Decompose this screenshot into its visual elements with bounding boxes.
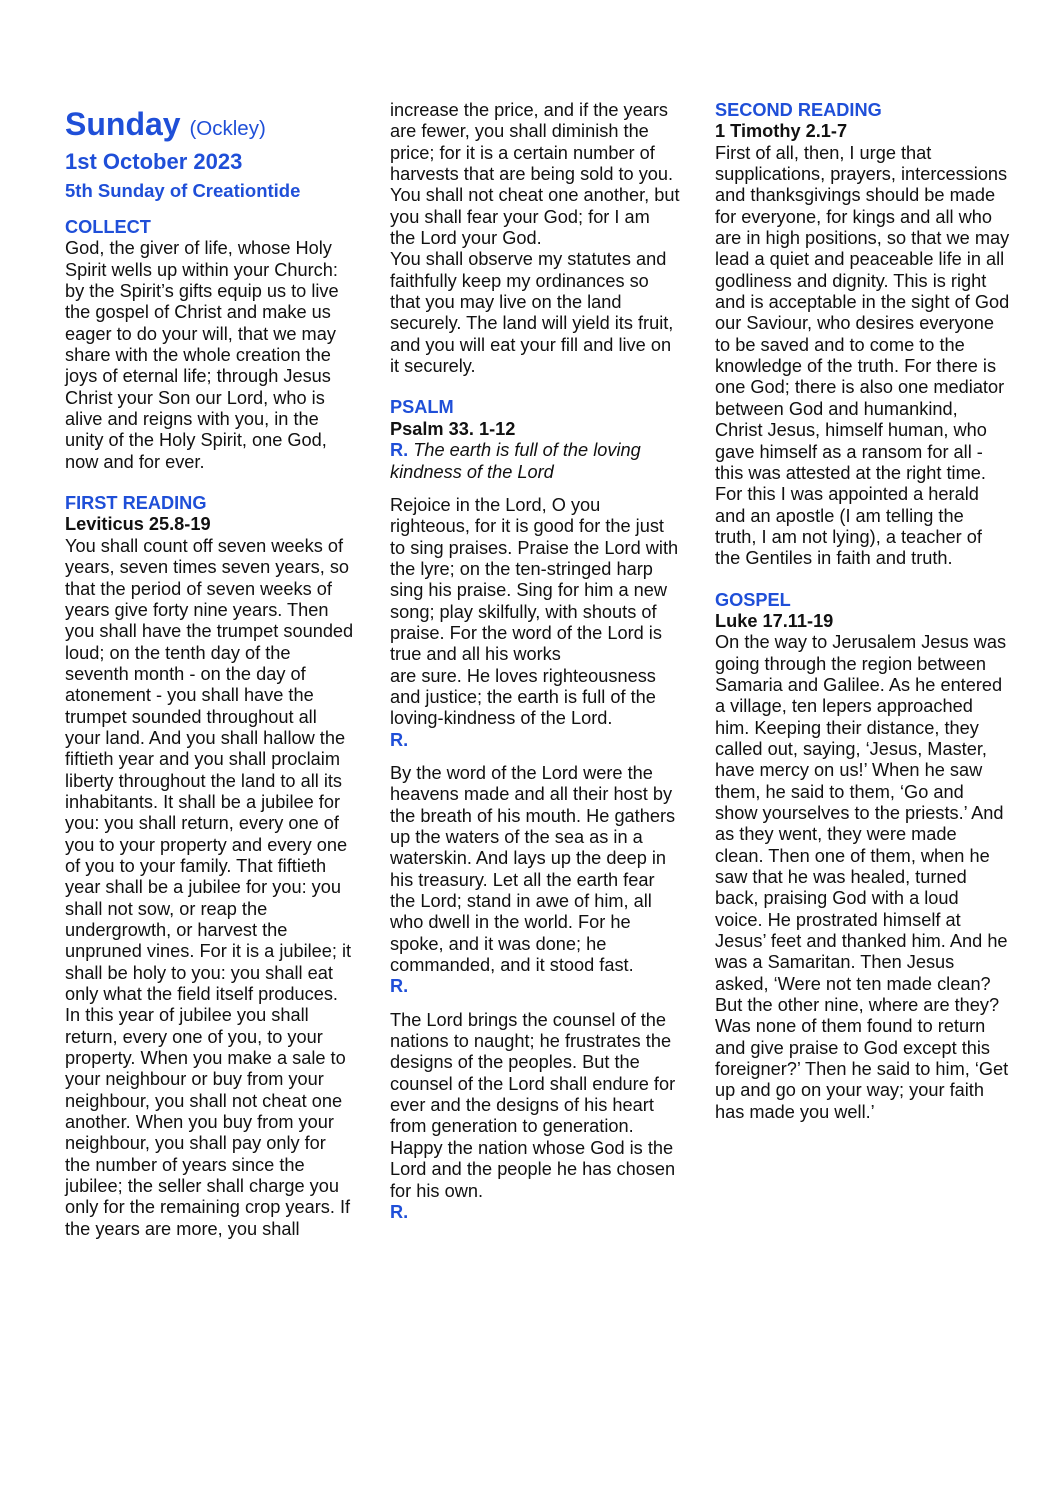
title-day: Sunday	[65, 106, 181, 142]
second-reading-reference: 1 Timothy 2.1-7	[715, 121, 848, 142]
psalm-verse-1: Rejoice in the Lord, O you righteous, for it is good for the just to sing praises. Praise the Lord with the lyre; on the ten-stringed harp sing his praise. Sing for him a new song; play skilfully, with shouts of praise. For the word of the Lord is true and all his works	[390, 494, 679, 665]
first-reading-text-final: You shall observe my statutes and faithfully keep my ordinances so that you may live on the land securely. The land will yield its fruit, and you will eat your fill and live on it securely.	[390, 249, 674, 377]
response-marker: R.	[390, 976, 409, 997]
psalm-verse-1b: are sure. He loves righteousness and justice; the earth is full of the loving-kindness of the Lord.	[390, 665, 656, 729]
response-marker: R.	[390, 1201, 409, 1222]
first-reading-heading: FIRST READING	[65, 493, 207, 514]
service-date: 1st October 2023	[65, 149, 243, 174]
gospel-reference: Luke 17.11-19	[715, 610, 834, 631]
gospel-heading: GOSPEL	[715, 589, 791, 610]
first-reading-reference: Leviticus 25.8-19	[65, 514, 211, 535]
column-middle	[390, 100, 680, 1223]
collect-heading: COLLECT	[65, 217, 151, 237]
psalm-response	[390, 440, 680, 483]
second-reading-text: First of all, then, I urge that supplications, prayers, intercessions and thanksgivings should be made for everyone, for kings and all who are in high positions, so that we may lead a quiet and peaceable life in all godliness and dignity. This is right and is acceptable in the sight of God our Saviour, who desires everyone to be saved and to come to the knowledge of the truth. For there is one God; there is also one mediator between God and humankind, Christ Jesus, himself human, who gave himself as a ransom for all - this was attested at the right time. For this I was appointed a herald and an apostle (I am telling the truth, I am not lying), a teacher of the Gentiles in faith and truth.	[715, 142, 1010, 569]
first-reading-text-continued: increase the price, and if the years are fewer, you shall diminish the price; for it is a certain number of harvests that are being sold to you. You shall not cheat one another, but you shall fear your God; for I am the Lord your God.	[390, 100, 680, 249]
title-location: (Ockley)	[189, 117, 266, 140]
response-text: The earth is full of the loving kindness of the Lord	[390, 440, 641, 482]
psalm-reference: Psalm 33. 1-12	[390, 418, 516, 439]
second-reading-heading: SECOND READING	[715, 100, 882, 120]
collect-text: God, the giver of life, whose Holy Spirit wells up within your Church: by the Spirit’s gifts equip us to live the gospel of Christ and make us eager to do your will, that we may share with the whole creation the joys of eternal life; through Jesus Christ your Son our Lord, who is alive and reigns with you, in the unity of the Holy Spirit, one God, now and for ever.	[65, 238, 339, 472]
response-marker: R.	[390, 440, 409, 461]
gospel-text: On the way to Jerusalem Jesus was going through the region between Samaria and Galilee. As he entered a village, ten lepers approached him. Keeping their distance, they called out, saying, ‘Jesus, Master, have mercy on us!’ When he saw them, he said to them, ‘Go and show yourselves to the priests.’ And as they went, they were made clean. Then one of them, when he saw that he was healed, turned back, praising God with a loud voice. He prostrated himself at Jesus’ feet and thanked him. And he was a Samaritan. Then Jesus asked, ‘Were not ten made clean? But the other nine, where are they? Was none of them found to return and give praise to God except this foreigner?’ Then he said to him, ‘Get up and go on your way; your faith has made you well.’	[715, 632, 1009, 1122]
column-left	[65, 100, 355, 1240]
psalm-verse-2: By the word of the Lord were the heavens made and all their host by the breath of his mouth. He gathers up the waters of the sea as in a waterskin. And lays up the deep in his treasury. Let all the earth fear the Lord; stand in awe of him, all who dwell in the world. For he spoke, and it was done; he commanded, and it stood fast.	[390, 762, 676, 976]
response-marker: R.	[390, 729, 409, 750]
liturgical-season: 5th Sunday of Creationtide	[65, 180, 301, 201]
psalm-verse-3: The Lord brings the counsel of the nations to naught; he frustrates the designs of the peoples. But the counsel of the Lord shall endure for ever and the designs of his heart from generation to generation. Happy the nation whose God is the Lord and the people he has chosen for his own.	[390, 1009, 676, 1201]
psalm-heading: PSALM	[390, 397, 454, 418]
first-reading-text: You shall count off seven weeks of years, seven times seven years, so that the period of seven weeks of years give forty nine years. Then you shall have the trumpet sounded loud; on the tenth day of the seventh month - on the day of atonement - you shall have the trumpet sounded throughout all your land. And you shall hallow the fiftieth year and you shall proclaim liberty throughout the land to all its inhabitants. It shall be a jubilee for you: you shall return, every one of you to your property and every one of you to your family. That fiftieth year shall be a jubilee for you: you shall not sow, or reap the undergrowth, or harvest the unpruned vines. For it is a jubilee; it shall be holy to you: you shall eat only what the field itself produces. In this year of jubilee you shall return, every one of you, to your property. When you make a sale to your neighbour or buy from your neighbour, you shall not cheat one another. When you buy from your neighbour, you shall pay only for the number of years since the jubilee; the seller shall charge you only for the remaining crop years. If the years are more, you shall	[65, 535, 354, 1239]
page-title	[65, 106, 355, 147]
column-right	[715, 100, 1010, 1123]
